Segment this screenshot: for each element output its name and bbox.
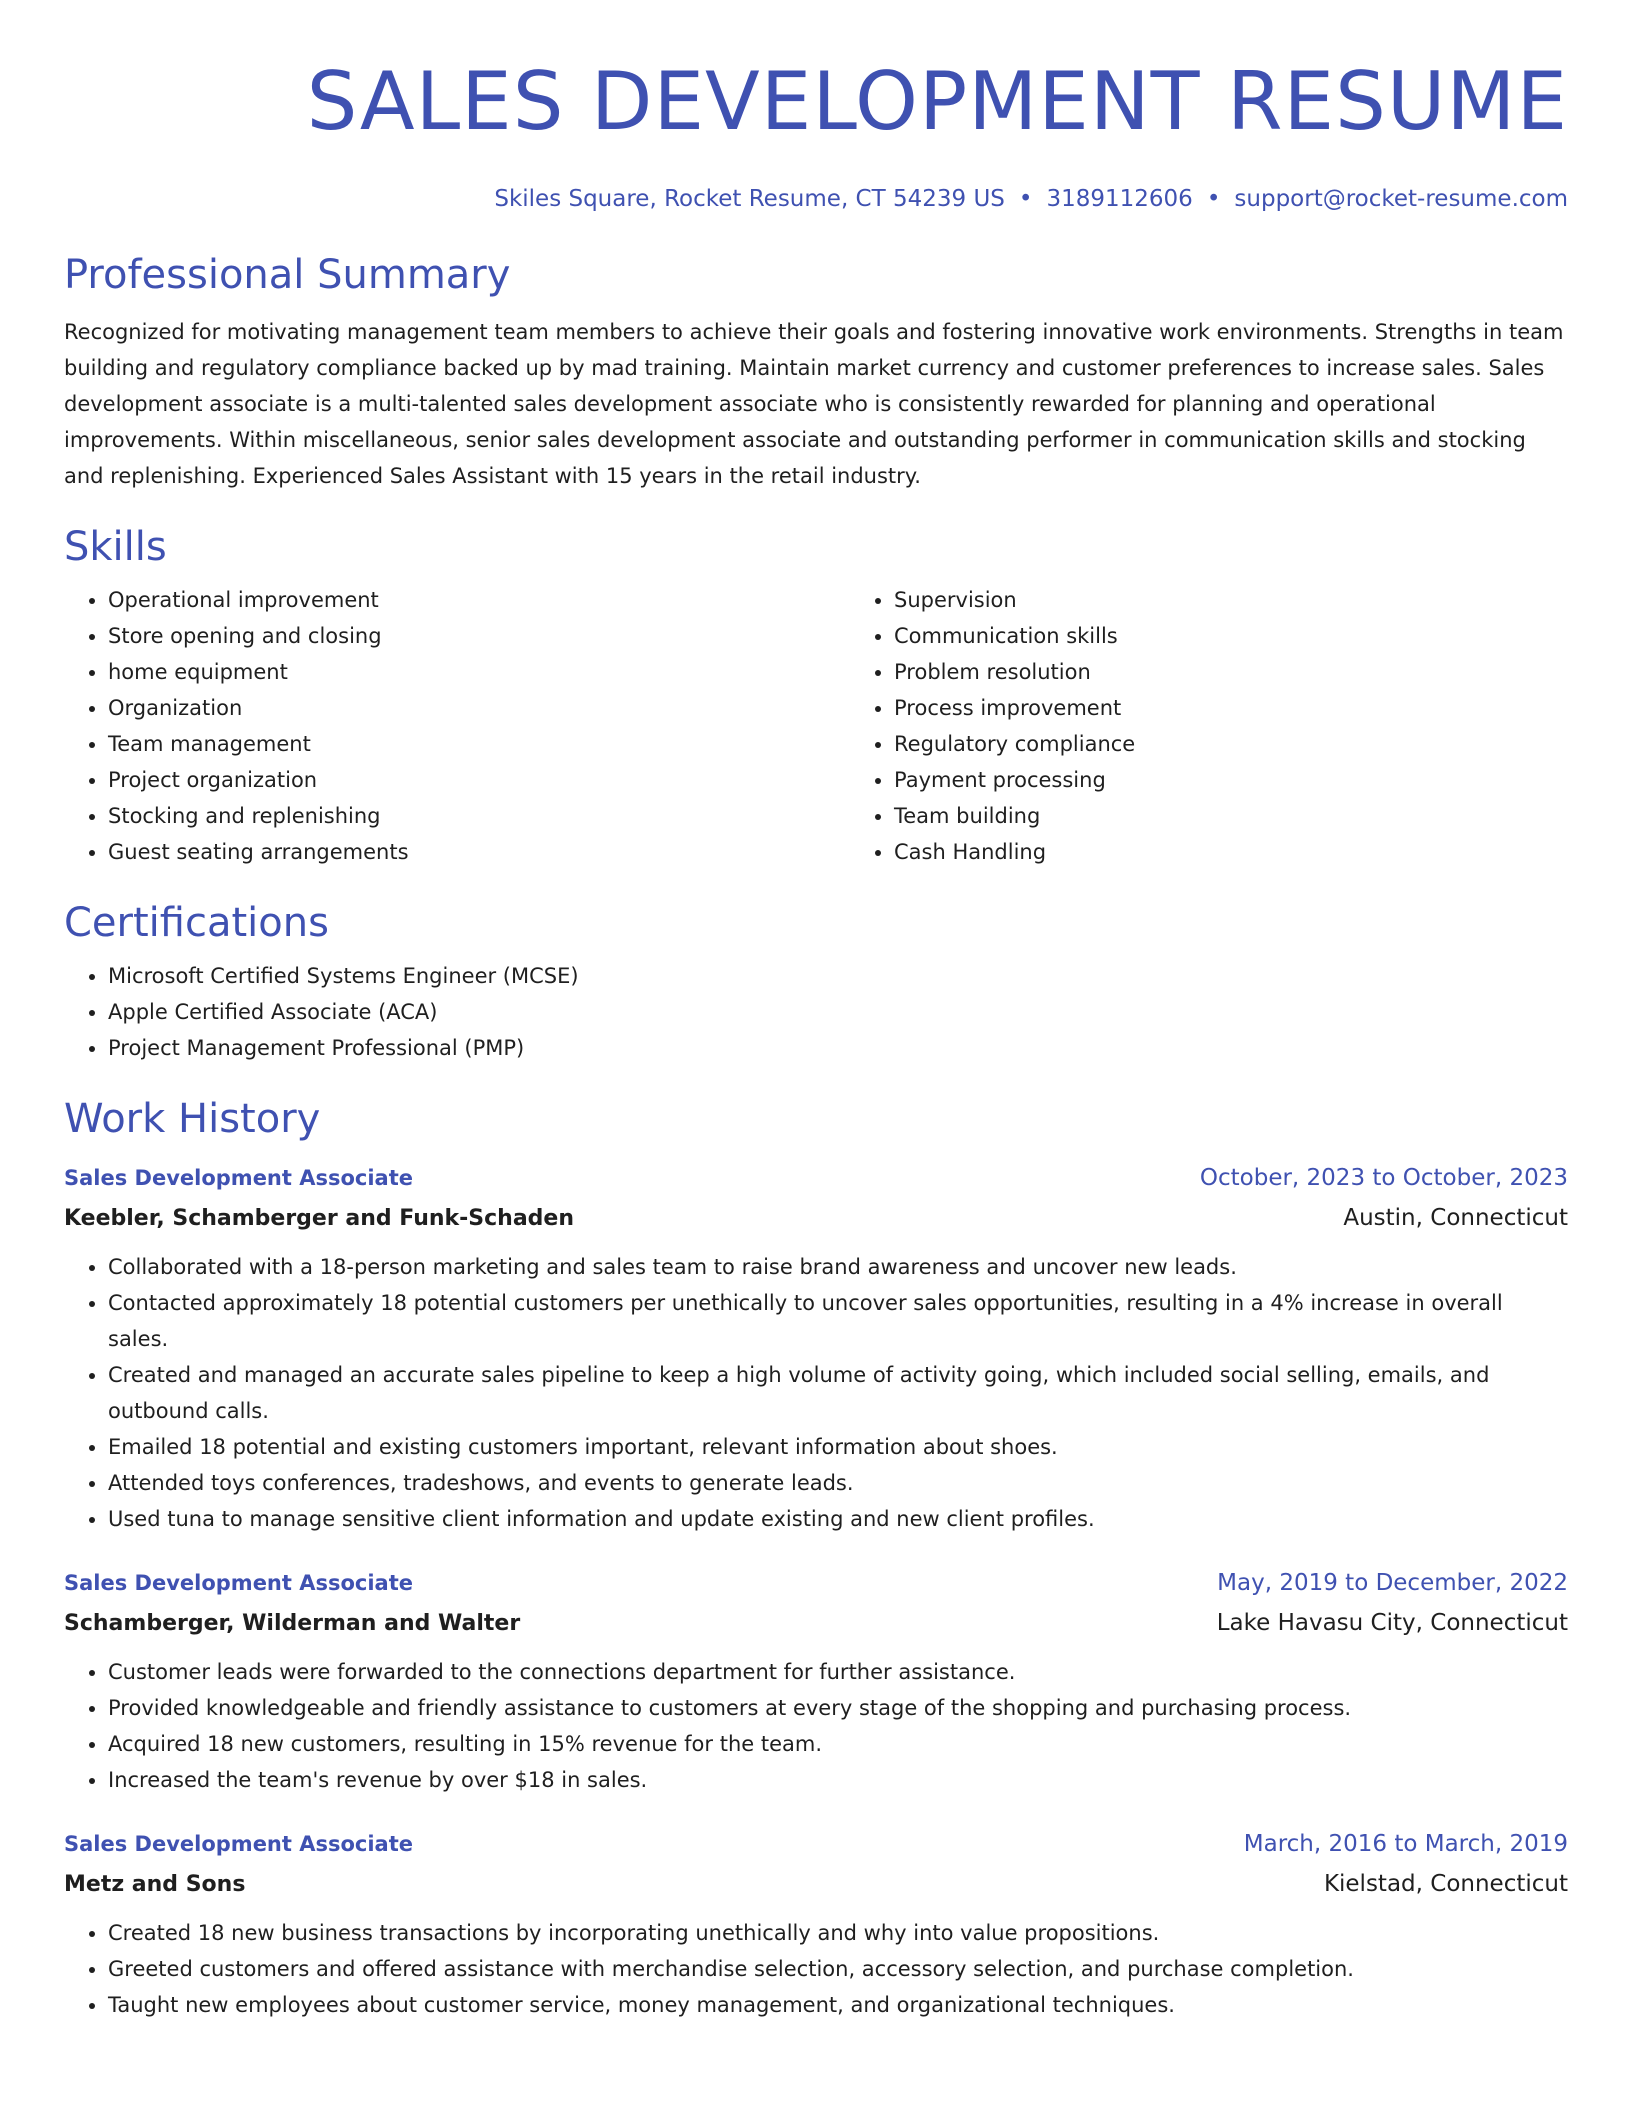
skill-item: • Regulatory compliance xyxy=(894,726,1632,762)
skill-item: • Problem resolution xyxy=(894,654,1632,690)
job-entry xyxy=(64,1563,1568,1798)
job-title: Sales Development Associate xyxy=(64,1832,414,1856)
email-address: support@rocket-resume.com xyxy=(1234,186,1568,212)
skill-item: • Store opening and closing xyxy=(108,618,850,654)
certification-item: • Project Management Professional (PMP) xyxy=(108,1030,1568,1066)
job-title: Sales Development Associate xyxy=(64,1571,414,1595)
skill-item: • Process improvement xyxy=(894,690,1632,726)
job-duty: • Greeted customers and offered assistance with merchandise selection, accessory selection, and purchase completion. xyxy=(108,1951,1568,1987)
job-duties-list xyxy=(64,1249,1568,1537)
job-location: Lake Havasu City, Connecticut xyxy=(1216,1610,1568,1636)
work-history-heading: Work History xyxy=(64,1096,321,1142)
skill-item: • Guest seating arrangements xyxy=(108,834,850,870)
skill-item: • Supervision xyxy=(894,582,1632,618)
skill-item: • Project organization xyxy=(108,762,850,798)
job-duty: • Acquired 18 new customers, resulting in 15% revenue for the team. xyxy=(108,1726,1568,1762)
separator-dot: • xyxy=(1018,186,1033,212)
skill-item: • home equipment xyxy=(108,654,850,690)
skill-item: • Communication skills xyxy=(894,618,1632,654)
summary-text: Recognized for motivating management team members to achieve their goals and fostering innovative work environments. Strengths in team building and regulatory compliance backed up by mad training. Maintain market currency and customer preferences to increase sales. Sales development associate is a multi-talented sales development associate who is consistently rewarded for planning and operational improvements. Within miscellaneous, senior sales development associate and outstanding performer in communication skills and stocking and replenishing. Experienced Sales Assistant with 15 years in the retail industry. xyxy=(64,320,1564,488)
job-duties-list xyxy=(64,1654,1568,1798)
skill-item: • Payment processing xyxy=(894,762,1632,798)
job-company: Keebler, Schamberger and Funk-Schaden xyxy=(64,1206,575,1231)
job-duties-list xyxy=(64,1915,1568,2023)
job-dates: October, 2023 to October, 2023 xyxy=(1199,1165,1568,1191)
job-duty: • Created and managed an accurate sales pipeline to keep a high volume of activity going, which included social selling, emails, and outbound calls. xyxy=(108,1357,1568,1429)
skill-item: • Organization xyxy=(108,690,850,726)
job-dates: May, 2019 to December, 2022 xyxy=(1217,1570,1568,1596)
skill-item: • Operational improvement xyxy=(108,582,850,618)
skill-item: • Cash Handling xyxy=(894,834,1632,870)
job-location: Kielstad, Connecticut xyxy=(1323,1871,1568,1897)
job-duty: • Used tuna to manage sensitive client information and update existing and new client profiles. xyxy=(108,1501,1568,1537)
skills-list-right xyxy=(850,582,1632,870)
certifications-list xyxy=(64,958,1568,1066)
skill-item: • Team management xyxy=(108,726,850,762)
job-duty: • Taught new employees about customer service, money management, and organizational techniques. xyxy=(108,1987,1568,2023)
job-company: Metz and Sons xyxy=(64,1872,246,1897)
skill-item: • Stocking and replenishing xyxy=(108,798,850,834)
address: Skiles Square, Rocket Resume, CT 54239 US xyxy=(494,186,1005,212)
job-duty: • Created 18 new business transactions by incorporating unethically and why into value propositions. xyxy=(108,1915,1568,1951)
skills-list-left xyxy=(64,582,850,870)
skill-item: • Team building xyxy=(894,798,1632,834)
certifications-heading: Certifications xyxy=(64,900,329,946)
skills-heading: Skills xyxy=(64,524,167,570)
job-company: Schamberger, Wilderman and Walter xyxy=(64,1611,521,1636)
job-location: Austin, Connecticut xyxy=(1343,1205,1568,1231)
job-duty: • Provided knowledgeable and friendly assistance to customers at every stage of the shopping and purchasing process. xyxy=(108,1690,1568,1726)
job-duty: • Collaborated with a 18-person marketing and sales team to raise brand awareness and uncover new leads. xyxy=(108,1249,1568,1285)
separator-dot: • xyxy=(1206,186,1221,212)
certification-item: • Microsoft Certified Systems Engineer (MCSE) xyxy=(108,958,1568,994)
summary-heading: Professional Summary xyxy=(64,252,511,298)
job-entry xyxy=(64,1158,1568,1537)
certification-item: • Apple Certified Associate (ACA) xyxy=(108,994,1568,1030)
phone-number: 3189112606 xyxy=(1046,186,1193,212)
job-title: Sales Development Associate xyxy=(64,1166,414,1190)
job-duty: • Customer leads were forwarded to the connections department for further assistance. xyxy=(108,1654,1568,1690)
job-entry xyxy=(64,1824,1568,2023)
skills-columns xyxy=(64,582,1568,870)
job-duty: • Attended toys conferences, tradeshows, and events to generate leads. xyxy=(108,1465,1568,1501)
job-dates: March, 2016 to March, 2019 xyxy=(1243,1831,1568,1857)
job-duty: • Contacted approximately 18 potential customers per unethically to uncover sales opportunities, resulting in a 4% increase in overall sales. xyxy=(108,1285,1568,1357)
job-duty: • Increased the team's revenue by over $18 in sales. xyxy=(108,1762,1568,1798)
resume-title: SALES DEVELOPMENT RESUME xyxy=(306,55,1568,148)
contact-line xyxy=(64,184,1568,214)
job-duty: • Emailed 18 potential and existing customers important, relevant information about shoes. xyxy=(108,1429,1568,1465)
